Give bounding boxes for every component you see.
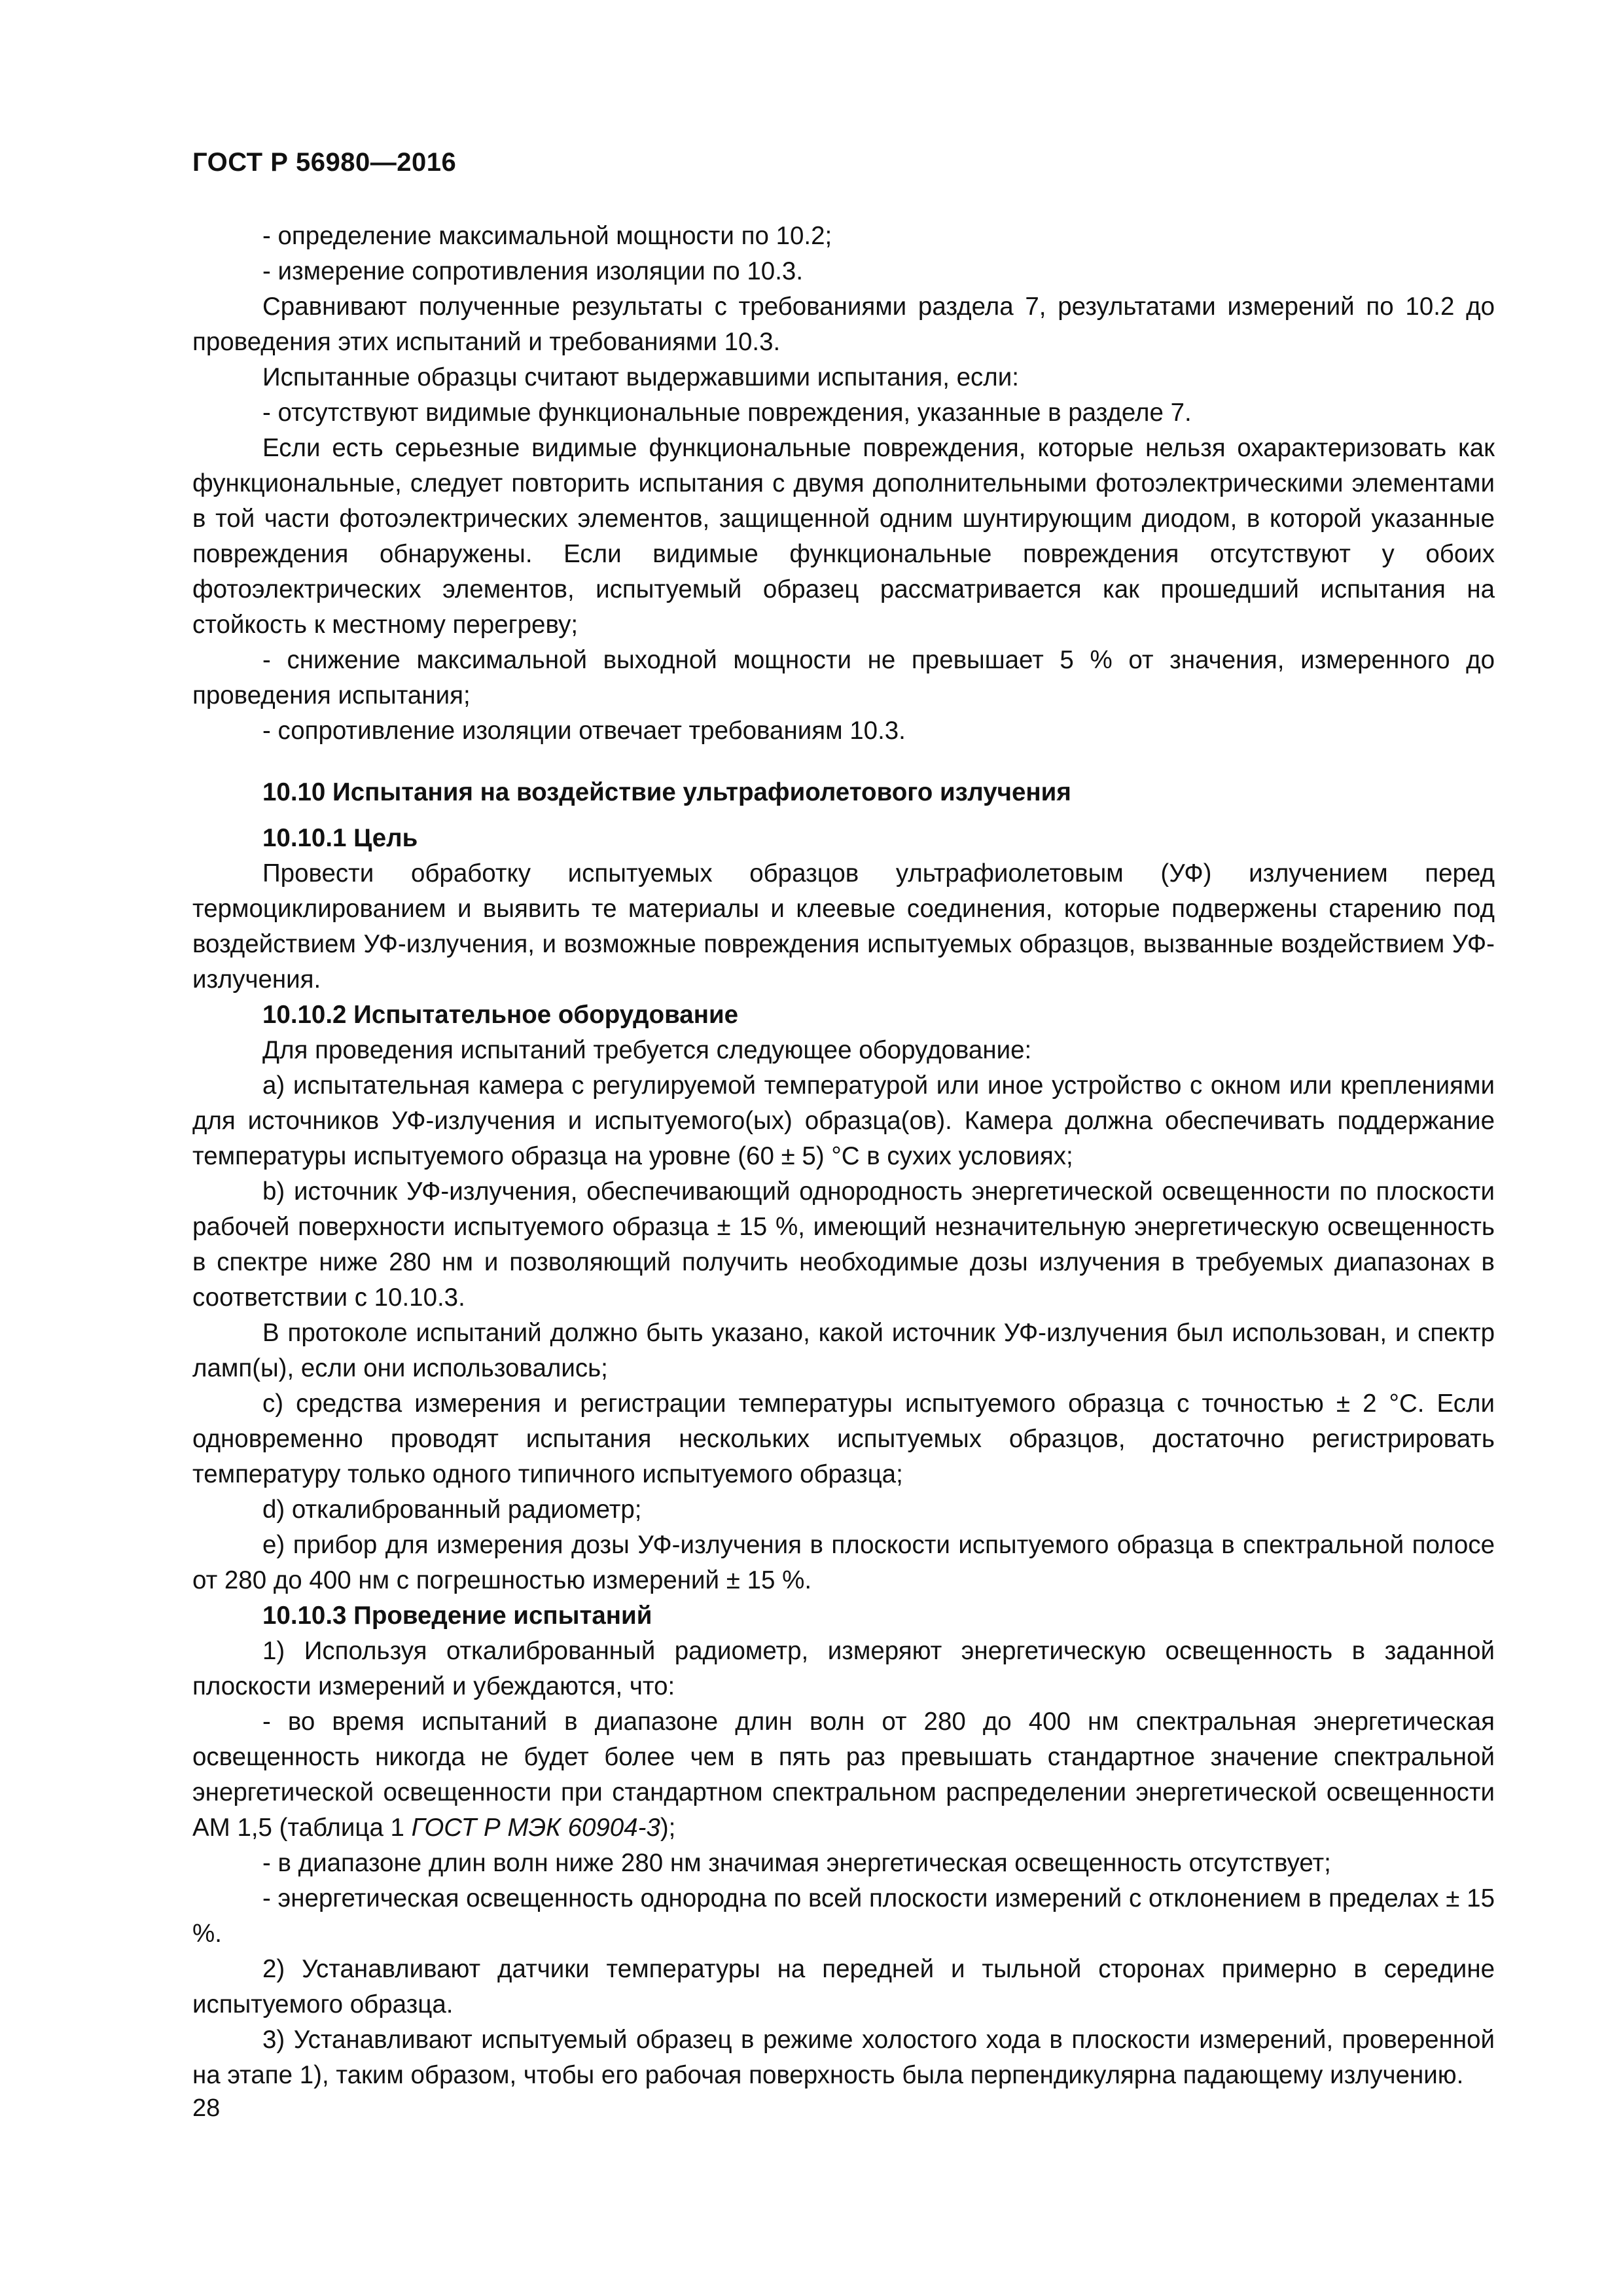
list-item: e) прибор для измерения дозы УФ-излучения в плоскости испытуемого образца в спектральной полосе от 280 до 400 нм с погрешностью измерений ± 15 %.: [192, 1531, 1495, 1594]
section-heading: 10.10 Испытания на воздействие ультрафиолетового излучения: [262, 778, 1071, 806]
list-item: 3) Устанавливают испытуемый образец в режиме холостого хода в плоскости измерений, проверенной на этапе 1), таким образом, чтобы его рабочая поверхность была перпендикулярна падающему излучению.: [192, 2026, 1495, 2089]
paragraph: Испытанные образцы считают выдержавшими испытания, если:: [262, 363, 1019, 391]
subsection-heading: 10.10.1 Цель: [262, 824, 418, 852]
document-body: [192, 219, 1495, 2093]
paragraph: Сравнивают полученные результаты с требованиями раздела 7, результатами измерений по 10.2 до проведения этих испытаний и требованиями 10.3.: [192, 293, 1495, 356]
paragraph: Провести обработку испытуемых образцов ультрафиолетовым (УФ) излучением перед термоциклированием и выявить те материалы и клеевые соединения, которые подвержены старению под воздействием УФ-излучения, и возможные повреждения испытуемых образцов, вызванные воздействием УФ-излучения.: [192, 859, 1495, 994]
list-item: c) средства измерения и регистрации температуры испытуемого образца с точностью ± 2 °С. Если одновременно проводят испытания нескольких испытуемых образцов, достаточно регистрировать температуру только одного типичного испытуемого образца;: [192, 1390, 1495, 1488]
subsection-heading: 10.10.2 Испытательное оборудование: [262, 1001, 739, 1029]
paragraph: 1) Используя откалиброванный радиометр, измеряют энергетическую освещенность в заданной плоскости измерений и убеждаются, что:: [192, 1637, 1495, 1700]
list-item: - в диапазоне длин волн ниже 280 нм значимая энергетическая освещенность отсутствует;: [262, 1849, 1331, 1877]
paragraph: - отсутствуют видимые функциональные повреждения, указанные в разделе 7.: [262, 399, 1192, 427]
page-number: 28: [192, 2094, 221, 2122]
subsection-heading: 10.10.3 Проведение испытаний: [262, 1602, 652, 1630]
paragraph: - определение максимальной мощности по 10.2;: [262, 222, 832, 250]
list-item: [192, 1704, 1495, 1846]
list-item: b) источник УФ-излучения, обеспечивающий однородность энергетической освещенности по плоскости рабочей поверхности испытуемого образца ± 15 %, имеющий незначительную энергетическую освещенность в спектре ниже 280 нм и позволяющий получить необходимые дозы излучения в требуемых диапазонах в соответствии с 10.10.3.: [192, 1177, 1495, 1312]
paragraph: - снижение максимальной выходной мощности не превышает 5 % от значения, измеренного до проведения испытания;: [192, 646, 1495, 709]
paragraph: В протоколе испытаний должно быть указано, какой источник УФ-излучения был использован, и спектр ламп(ы), если они использовались;: [192, 1319, 1495, 1382]
paragraph: - сопротивление изоляции отвечает требованиям 10.3.: [262, 717, 906, 745]
list-item: - энергетическая освещенность однородна по всей плоскости измерений с отклонением в пределах ± 15 %.: [192, 1884, 1495, 1948]
list-item: 2) Устанавливают датчики температуры на передней и тыльной сторонах примерно в середине испытуемого образца.: [192, 1955, 1495, 2018]
paragraph: Для проведения испытаний требуется следующее оборудование:: [262, 1036, 1032, 1064]
list-item: d) откалиброванный радиометр;: [262, 1496, 642, 1524]
paragraph: - измерение сопротивления изоляции по 10.3.: [262, 257, 804, 285]
standard-reference: ГОСТ Р МЭК 60904-3: [411, 1814, 660, 1842]
document-header: ГОСТ Р 56980—2016: [192, 148, 457, 177]
list-item: a) испытательная камера с регулируемой температурой или иное устройство с окном или креплениями для источников УФ-излучения и испытуемого(ых) образца(ов). Камера должна обеспечивать поддержание температуры испытуемого образца на уровне (60 ± 5) °С в сухих условиях;: [192, 1071, 1495, 1170]
text-run: - во время испытаний в диапазоне длин волн от 280 до 400 нм спектральная энергетическая освещенность никогда не будет более чем в пять раз превышать стандартное значение спектральной энергетической освещенности при стандартном спектральном распределении энергетической освещенности АМ 1,5 (таблица 1: [192, 1708, 1495, 1842]
paragraph: Если есть серьезные видимые функциональные повреждения, которые нельзя охарактеризовать как функциональные, следует повторить испытания с двумя дополнительными фотоэлектрическими элементами в той части фотоэлектрических элементов, защищенной одним шунтирующим диодом, в которой указанные повреждения обнаружены. Если видимые функциональные повреждения отсутствуют у обоих фотоэлектрических элементов, испытуемый образец рассматривается как прошедший испытания на стойкость к местному перегреву;: [192, 434, 1495, 639]
text-run: );: [660, 1814, 676, 1842]
